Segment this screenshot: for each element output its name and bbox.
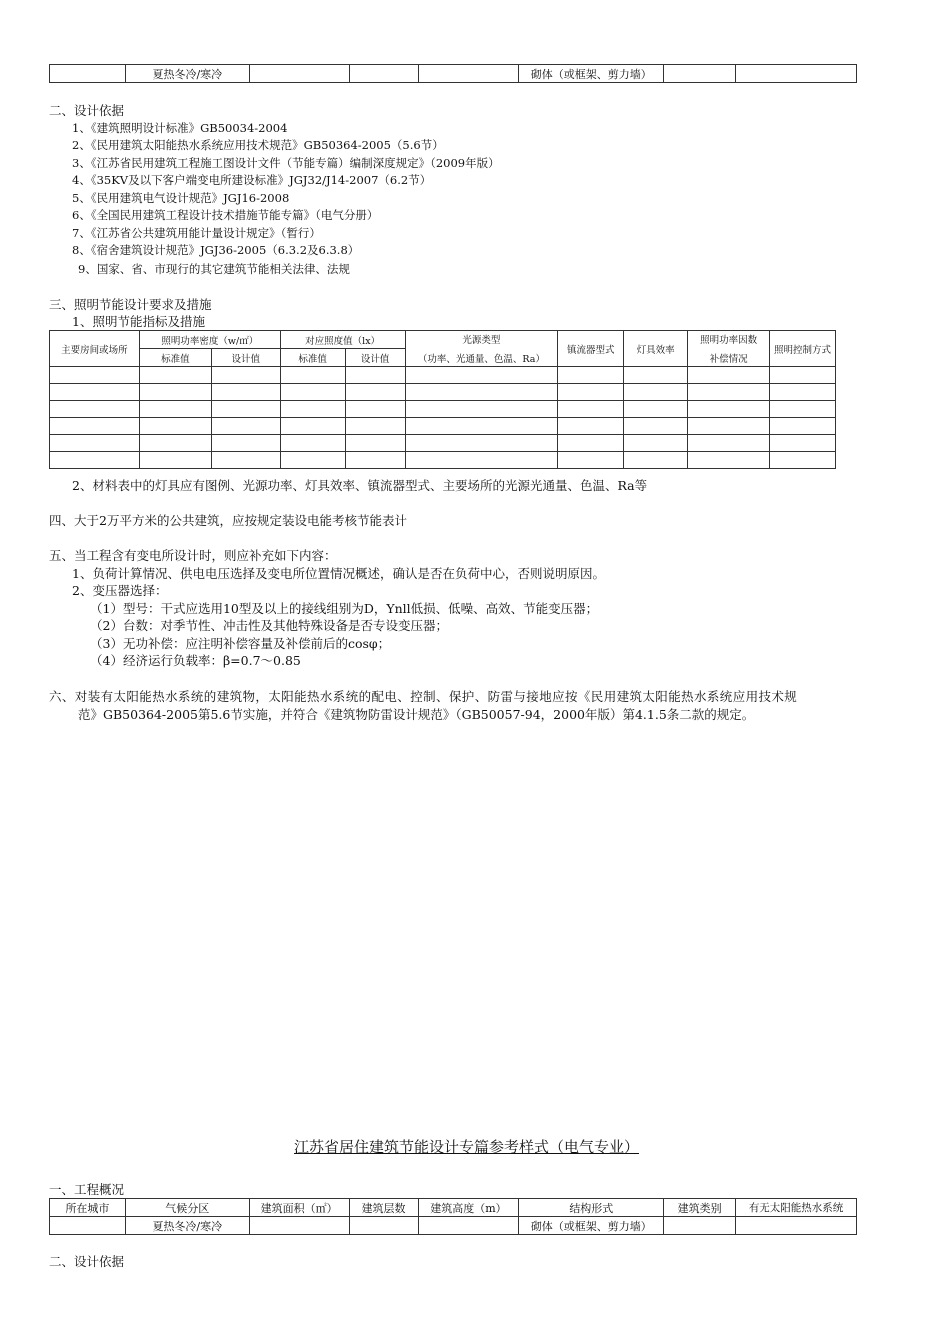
- cell-type: [664, 1217, 736, 1235]
- table-header-row: [50, 1199, 857, 1217]
- doc2-section2-heading: 二、设计依据: [49, 1254, 125, 1269]
- section5-item2: 2、变压器选择：: [72, 583, 168, 598]
- header-floors: 建筑层数: [349, 1199, 418, 1217]
- transformer-item: （1）型号：干式应选用10型及以上的接线组别为D，Ynll低损、低噪、高效、节能变压器；: [90, 601, 599, 616]
- doc2-overview-table: [49, 1198, 857, 1235]
- basis-item: 1、《建筑照明设计标准》GB50034-2004: [72, 121, 288, 135]
- cell-area: [249, 1217, 349, 1235]
- section4-heading: 四、大于2万平方米的公共建筑，应按规定装设电能考核节能表计: [49, 513, 407, 528]
- table-row: [50, 401, 836, 418]
- header-ballast: 镇流器型式: [558, 331, 624, 367]
- cell-climate: 夏热冬冷/寒冷: [125, 65, 249, 83]
- table-row: [50, 1217, 857, 1235]
- table-row: [50, 452, 836, 469]
- section5-item1: 1、负荷计算情况、供电电压选择及变电所位置情况概述，确认是否在负荷中心，否则说明原因。: [72, 566, 605, 581]
- section6-line1: 六、对装有太阳能热水系统的建筑物，太阳能热水系统的配电、控制、保护、防雷与接地应按《民用建筑太阳能热水系统应用技术规: [49, 689, 798, 704]
- basis-item: 9、国家、省、市现行的其它建筑节能相关法律、法规: [78, 262, 350, 276]
- header-climate: 气候分区: [125, 1199, 249, 1217]
- header-lpd-std: 标准值: [139, 349, 211, 367]
- cell-solar: [736, 1217, 857, 1235]
- doc2-title: 江苏省居住建筑节能设计专篇参考样式（电气专业）: [294, 1138, 640, 1156]
- header-lux-design: 设计值: [345, 349, 405, 367]
- cell-structure: 砌体（或框架、剪力墙）: [519, 65, 664, 83]
- header-source-line2: （功率、光通量、色温、Ra）: [417, 354, 545, 365]
- cell-city: [50, 1217, 126, 1235]
- header-pf-line1: 照明功率因数: [700, 335, 758, 346]
- header-control: 照明控制方式: [770, 331, 836, 367]
- table-row: [50, 418, 836, 435]
- basis-item: 7、《江苏省公共建筑用能计量设计规定》（暂行）: [72, 226, 321, 240]
- top-overview-table: [49, 64, 857, 83]
- cell-climate: 夏热冬冷/寒冷: [125, 1217, 249, 1235]
- cell-solar: [736, 65, 857, 83]
- basis-item: 2、《民用建筑太阳能热水系统应用技术规范》GB50364-2005（5.6节）: [72, 138, 444, 152]
- header-room: 主要房间或场所: [50, 331, 140, 367]
- table-row: [50, 435, 836, 452]
- table-row: [50, 367, 836, 384]
- header-lpd-design: 设计值: [211, 349, 280, 367]
- basis-item: 4、《35KV及以下客户端变电所建设标准》JGJ32/J14-2007（6.2节）: [72, 173, 432, 187]
- header-lpd: 照明功率密度（w/㎡）: [139, 331, 280, 349]
- transformer-item: （4）经济运行负载率：β=0.7～0.85: [90, 653, 301, 668]
- section2-heading: 二、设计依据: [49, 103, 125, 118]
- basis-item: 5、《民用建筑电气设计规范》JGJ16-2008: [72, 191, 290, 205]
- section6-line2: 范》GB50364-2005第5.6节实施，并符合《建筑物防雷设计规范》（GB50057-94，2000年版）第4.1.5条二款的规定。: [78, 707, 755, 722]
- cell-height: [418, 65, 519, 83]
- cell-type: [664, 65, 736, 83]
- table-row: [50, 65, 857, 83]
- header-height: 建筑高度（m）: [418, 1199, 519, 1217]
- basis-item: 8、《宿舍建筑设计规范》JGJ36-2005（6.3.2及6.3.8）: [72, 243, 360, 257]
- section3-sub1: 1、照明节能指标及措施: [72, 314, 205, 329]
- transformer-item: （3）无功补偿：应注明补偿容量及补偿前后的cosφ；: [90, 636, 391, 651]
- lighting-table: [49, 330, 836, 469]
- header-pf-line2: 补偿情况: [709, 354, 748, 365]
- section5-heading: 五、当工程含有变电所设计时，则应补充如下内容：: [49, 548, 337, 563]
- cell-height: [418, 1217, 519, 1235]
- header-lux-std: 标准值: [280, 349, 345, 367]
- cell-area: [249, 65, 349, 83]
- header-source-line1: 光源类型: [462, 335, 501, 346]
- cell-floors: [349, 1217, 418, 1235]
- header-solar: 有无太阳能热水系统: [736, 1199, 857, 1217]
- section3-sub2: 2、材料表中的灯具应有图例、光源功率、灯具效率、镇流器型式、主要场所的光源光通量、色温、Ra等: [72, 478, 648, 493]
- header-power-factor: [688, 331, 770, 367]
- table-row: [50, 384, 836, 401]
- cell-floors: [349, 65, 418, 83]
- header-structure: 结构形式: [519, 1199, 664, 1217]
- cell-structure: 砌体（或框架、剪力墙）: [519, 1217, 664, 1235]
- transformer-item: （2）台数：对季节性、冲击性及其他特殊设备是否专设变压器；: [90, 618, 448, 633]
- doc2-section1-heading: 一、工程概况: [49, 1182, 125, 1197]
- basis-item: 3、《江苏省民用建筑工程施工图设计文件（节能专篇）编制深度规定》（2009年版）: [72, 156, 500, 170]
- section3-heading: 三、照明节能设计要求及措施: [49, 297, 212, 312]
- header-lux: 对应照度值（lx）: [280, 331, 405, 349]
- header-type: 建筑类别: [664, 1199, 736, 1217]
- header-source: [405, 331, 558, 367]
- cell-city: [50, 65, 126, 83]
- header-city: 所在城市: [50, 1199, 126, 1217]
- header-area: 建筑面积（㎡）: [249, 1199, 349, 1217]
- basis-item: 6、《全国民用建筑工程设计技术措施节能专篇》（电气分册）: [72, 208, 379, 222]
- header-efficiency: 灯具效率: [624, 331, 688, 367]
